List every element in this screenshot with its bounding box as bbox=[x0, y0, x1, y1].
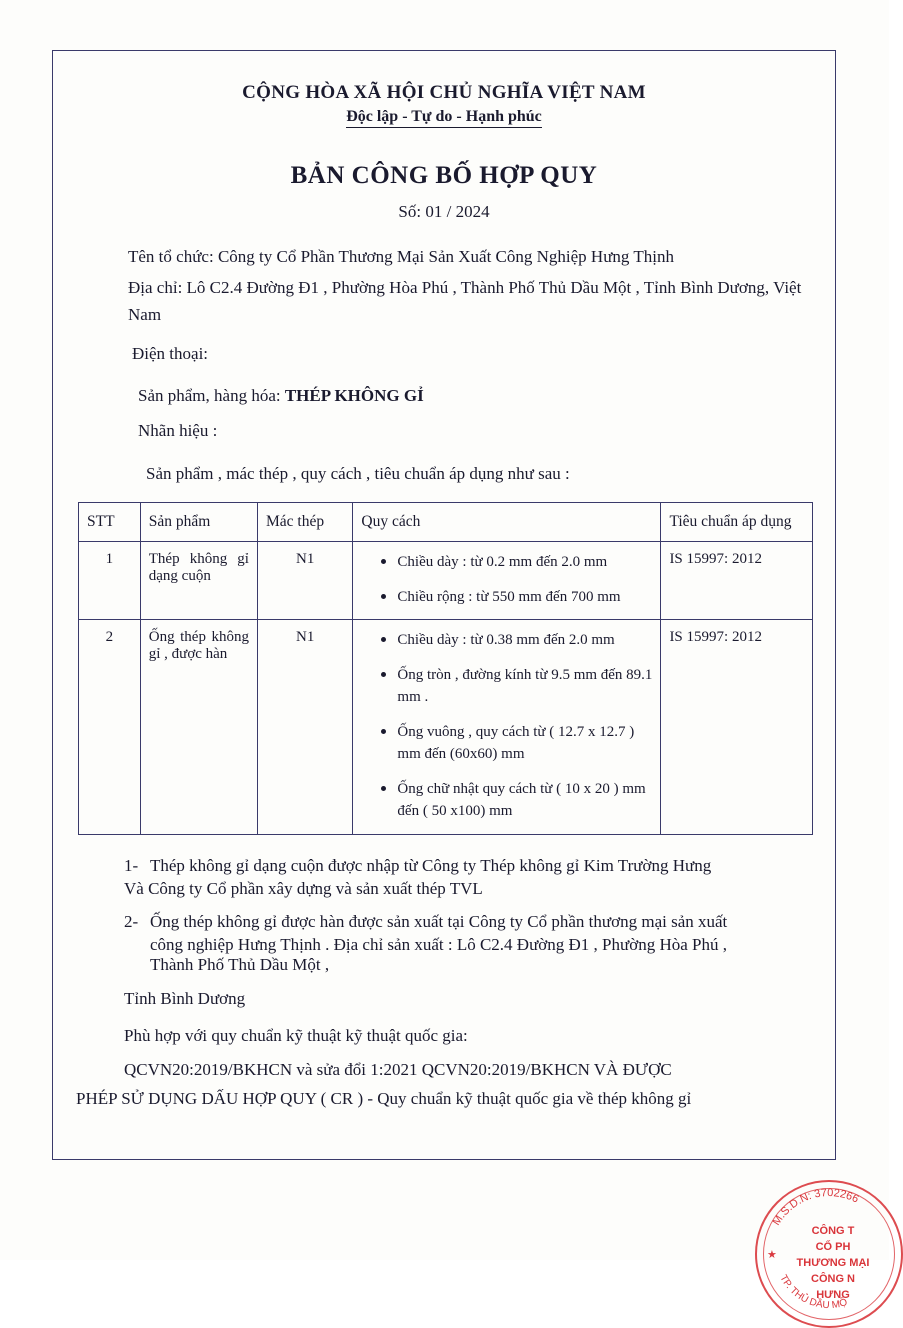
note-2-number: 2- bbox=[124, 911, 139, 931]
note-1-line-2: Và Công ty Cổ phần xây dựng và sản xuất thép TVL bbox=[124, 878, 483, 898]
stamp-line-2: CỔ PH bbox=[815, 1240, 851, 1253]
national-title: CỘNG HÒA XÃ HỘI CHỦ NGHĨA VIỆT NAM bbox=[242, 82, 646, 103]
header-standard: Tiêu chuẩn áp dụng bbox=[661, 503, 813, 542]
row2-product: Ống thép không gỉ , được hàn bbox=[140, 620, 257, 835]
row2-spec-item: Chiều dày : từ 0.38 mm đến 2.0 mm bbox=[381, 629, 652, 652]
row2-standard: IS 15997: 2012 bbox=[661, 620, 813, 835]
row1-product: Thép không gỉ dạng cuộn bbox=[140, 542, 257, 620]
row1-specs bbox=[353, 542, 661, 620]
province-line: Tỉnh Bình Dương bbox=[124, 989, 246, 1009]
conformity-line-1: QCVN20:2019/BKHCN và sửa đổi 1:2021 QCVN20:2019/BKHCN VÀ ĐƯỢC bbox=[124, 1059, 672, 1079]
row2-spec-item: Ống vuông , quy cách từ ( 12.7 x 12.7 ) mm đến (60x60) mm bbox=[381, 721, 652, 766]
address-label: Địa chỉ: bbox=[128, 277, 187, 297]
row2-stt: 2 bbox=[79, 620, 141, 835]
note-2-line-2: công nghiệp Hưng Thịnh . Địa chỉ sản xuất : Lô C2.4 Đường Đ1 , Phường Hòa Phú , bbox=[150, 935, 727, 955]
product-label: Sản phẩm, hàng hóa: bbox=[138, 386, 285, 406]
intro-line: Sản phẩm , mác thép , quy cách , tiêu chuẩn áp dụng như sau : bbox=[146, 464, 570, 484]
national-motto: Độc lập - Tự do - Hạnh phúc bbox=[346, 108, 542, 128]
note-2 bbox=[76, 909, 812, 935]
row1-standard: IS 15997: 2012 bbox=[661, 542, 813, 620]
row2-grade: N1 bbox=[257, 620, 352, 835]
phone-line: Điện thoại: bbox=[132, 343, 209, 363]
stamp-outer-ring bbox=[755, 1180, 903, 1328]
tail-section bbox=[76, 985, 812, 1112]
row1-spec-item: Chiều dày : từ 0.2 mm đến 2.0 mm bbox=[381, 551, 652, 574]
organization-line bbox=[128, 244, 812, 271]
header-stt: STT bbox=[79, 503, 141, 542]
row1-grade: N1 bbox=[257, 542, 352, 620]
table-header-row bbox=[79, 503, 813, 542]
notes-section bbox=[76, 853, 812, 976]
stamp-line-3: THƯƠNG MẠI bbox=[796, 1256, 870, 1269]
conformity-intro: Phù hợp với quy chuẩn kỹ thuật kỹ thuật quốc gia: bbox=[124, 1026, 468, 1046]
stamp-line-4: CÔNG N bbox=[811, 1272, 855, 1285]
note-1-line-1: Thép không gỉ dạng cuộn được nhập từ Công ty Thép không gỉ Kim Trường Hưng bbox=[150, 855, 712, 875]
note-1-line-2-wrap bbox=[124, 879, 812, 899]
svg-text:TP. THỦ DẦU MỘ bbox=[777, 1273, 849, 1311]
address-line bbox=[128, 275, 812, 329]
note-1 bbox=[76, 853, 812, 879]
row2-spec-item: Ống tròn , đường kính từ 9.5 mm đến 89.1 mm . bbox=[381, 664, 652, 709]
table-row bbox=[79, 620, 813, 835]
note-2-body bbox=[150, 909, 812, 935]
stamp-star-icon: ★ bbox=[767, 1249, 777, 1261]
note-2-line-1: Ống thép không gỉ được hàn được sản xuất tại Công ty Cổ phần thương mại sản xuất bbox=[150, 911, 728, 931]
row1-spec-item: Chiều rộng : từ 550 mm đến 700 mm bbox=[381, 586, 652, 609]
stamp-line-5: HƯNG bbox=[816, 1288, 850, 1301]
row2-spec-item: Ống chữ nhật quy cách từ ( 10 x 20 ) mm đến ( 50 x100) mm bbox=[381, 778, 652, 823]
conformity-line-2: PHÉP SỬ DỤNG DẤU HỢP QUY ( CR ) - Quy chuẩn kỹ thuật quốc gia về thép không gỉ bbox=[76, 1088, 692, 1108]
stamp-arc-top: M.S.D.N: 3702266 bbox=[770, 1186, 861, 1228]
note-2-line-2-wrap bbox=[150, 935, 812, 955]
product-line bbox=[138, 383, 812, 410]
row2-specs bbox=[353, 620, 661, 835]
stamp-line-1: CÔNG T bbox=[811, 1225, 855, 1237]
page-title: BẢN CÔNG BỐ HỢP QUY bbox=[290, 162, 598, 189]
header-spec: Quy cách bbox=[353, 503, 661, 542]
header-product: Sản phẩm bbox=[140, 503, 257, 542]
note-1-body bbox=[150, 853, 812, 879]
row1-stt: 1 bbox=[79, 542, 141, 620]
organization-value: Công ty Cổ Phần Thương Mại Sản Xuất Công Nghiệp Hưng Thịnh bbox=[217, 247, 674, 266]
address-value: Lô C2.4 Đường Đ1 , Phường Hòa Phú , Thành Phố Thủ Dầu Một , Tỉnh Bình Dương, Việt Nam bbox=[128, 277, 802, 324]
stamp-center-text bbox=[781, 1224, 885, 1304]
national-header bbox=[76, 82, 812, 222]
stamp-arc-text-icon bbox=[755, 1180, 903, 1328]
company-seal-stamp bbox=[755, 1180, 903, 1328]
document-number: Số: 01 / 2024 bbox=[398, 202, 490, 221]
note-2-line-3-wrap bbox=[150, 955, 812, 975]
svg-text:M.S.D.N: 3702266 bbox=[771, 1187, 861, 1228]
organization-label: Tên tổ chức: bbox=[128, 247, 218, 266]
brand-line: Nhãn hiệu : bbox=[138, 421, 218, 441]
product-value: THÉP KHÔNG GỈ bbox=[284, 386, 424, 406]
header-grade: Mác thép bbox=[257, 503, 352, 542]
note-2-line-3: Thành Phố Thủ Dầu Một , bbox=[150, 955, 330, 975]
document-content bbox=[52, 50, 836, 1160]
table-row bbox=[79, 542, 813, 620]
note-1-number: 1- bbox=[124, 855, 139, 875]
specification-table bbox=[78, 502, 813, 835]
stamp-inner-ring bbox=[763, 1188, 895, 1320]
stamp-clip bbox=[767, 580, 889, 1312]
stamp-arc-bottom: TP. THỦ DẦU MỘ bbox=[777, 1273, 849, 1312]
